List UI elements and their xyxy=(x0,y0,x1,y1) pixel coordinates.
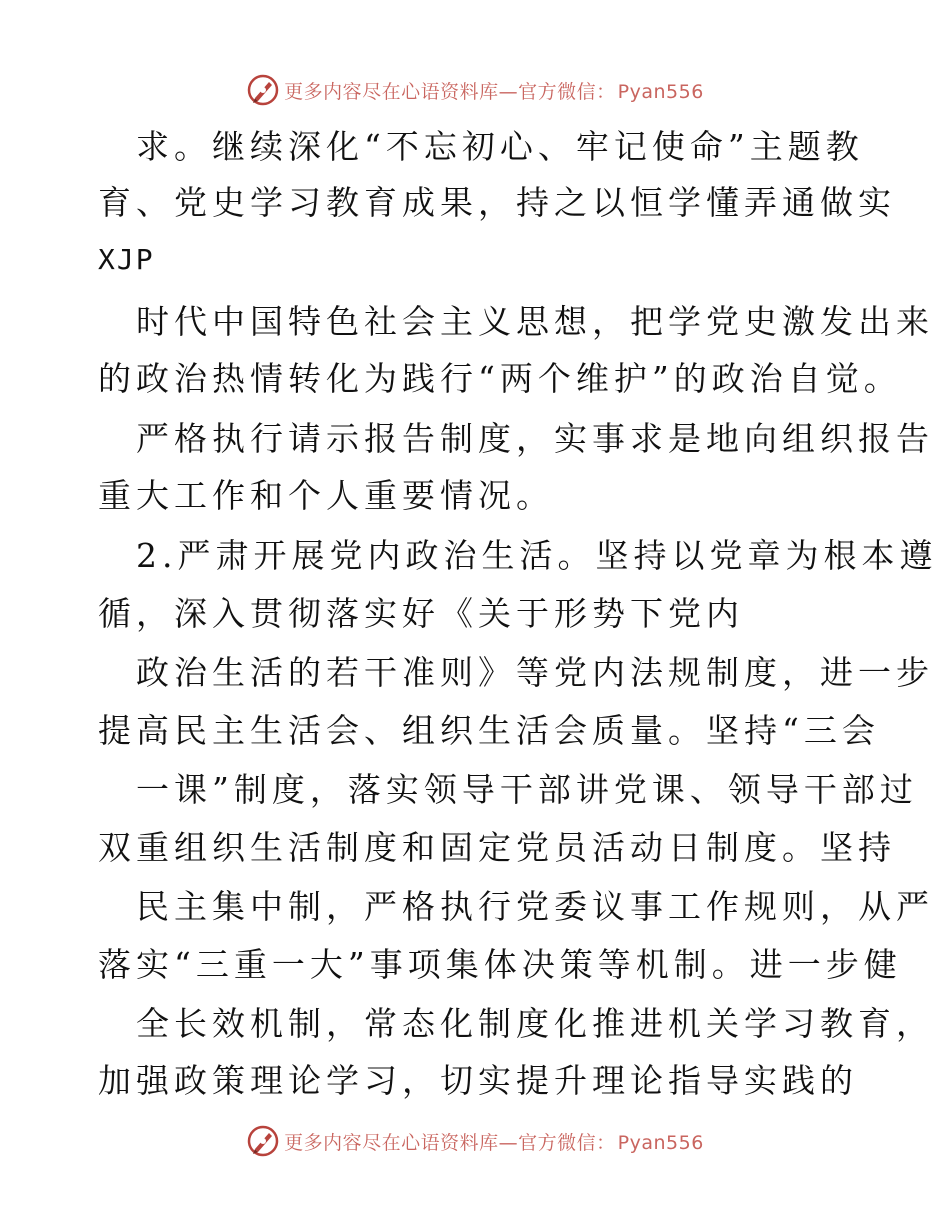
header-banner-text: 更多内容尽在心语资料库—官方微信： xyxy=(284,80,616,103)
text-line-13: 双重组织生活制度和固定党员活动日制度。坚持 xyxy=(98,828,896,867)
footer-watermark-banner xyxy=(0,1121,950,1161)
text-line-6: 严格执行请示报告制度，实事求是地向组织报告 xyxy=(136,419,934,458)
text-line-15: 落实“三重一大”事项集体决策等机制。进一步健 xyxy=(98,945,902,984)
text-line-12: 一课”制度，落实领导干部讲党课、领导干部过 xyxy=(136,770,918,809)
text-line-16: 全长效机制，常态化制度化推进机关学习教育， xyxy=(136,1004,934,1043)
header-watermark-banner xyxy=(0,70,950,110)
text-line-5: 的政治热情转化为践行“两个维护”的政治自觉。 xyxy=(98,359,902,398)
header-wechat-id: Pyan556 xyxy=(617,80,704,103)
pen-logo-icon xyxy=(246,1124,280,1158)
text-line-17: 加强政策理论学习，切实提升理论指导实践的 xyxy=(98,1061,858,1100)
text-line-3: XJP xyxy=(98,243,155,276)
text-line-2: 育、党史学习教育成果，持之以恒学懂弄通做实 xyxy=(98,183,896,222)
text-line-10: 政治生活的若干准则》等党内法规制度，进一步 xyxy=(136,653,934,692)
text-line-9: 循，深入贯彻落实好《关于形势下党内 xyxy=(98,594,744,633)
text-line-7: 重大工作和个人重要情况。 xyxy=(98,476,554,515)
text-line-4: 时代中国特色社会主义思想，把学党史激发出来 xyxy=(136,302,934,341)
text-line-8: 2.严肃开展党内政治生活。坚持以党章为根本遵 xyxy=(136,536,938,575)
text-line-11: 提高民主生活会、组织生活会质量。坚持“三会 xyxy=(98,711,880,750)
text-line-14: 民主集中制，严格执行党委议事工作规则，从严 xyxy=(136,887,934,926)
pen-logo-icon xyxy=(246,73,280,107)
text-line-1: 求。继续深化“不忘初心、牢记使命”主题教 xyxy=(136,127,864,166)
footer-banner-text: 更多内容尽在心语资料库—官方微信： xyxy=(284,1131,616,1154)
footer-wechat-id: Pyan556 xyxy=(617,1131,704,1154)
